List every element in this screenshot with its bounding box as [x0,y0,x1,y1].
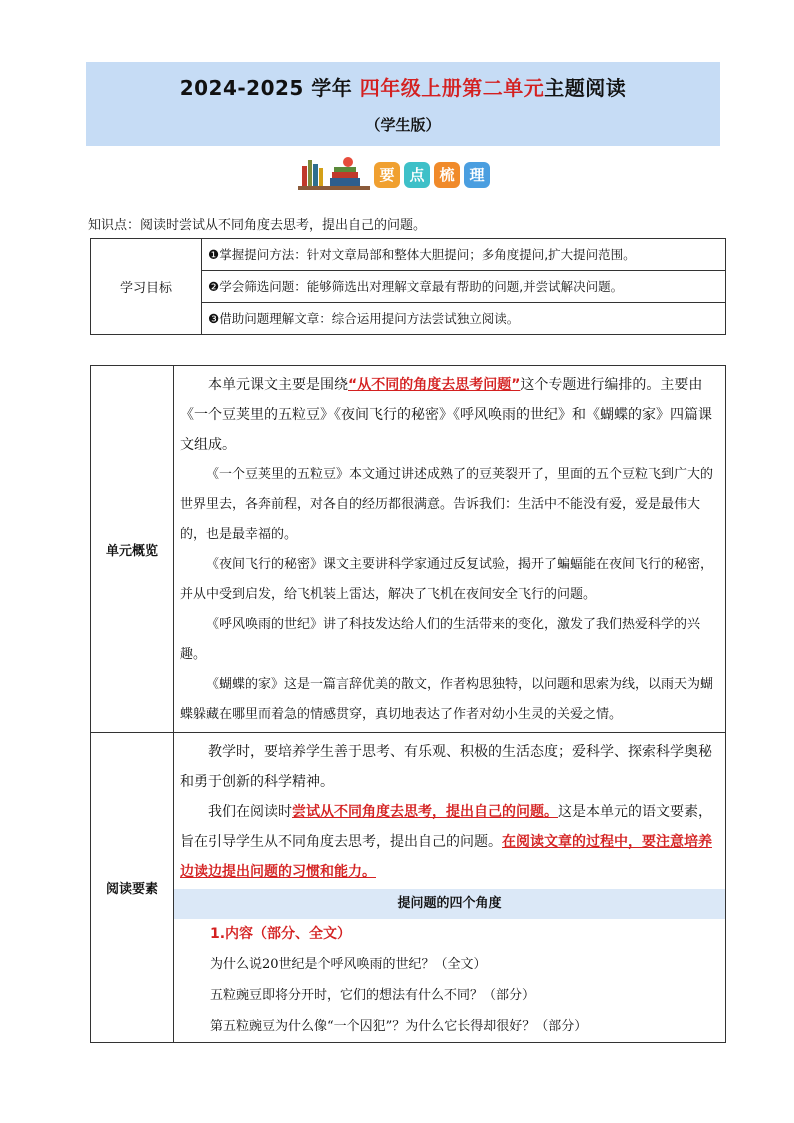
topic-highlight: “从不同的角度去思考问题” [348,377,521,393]
element-highlight: 尝试从不同角度去思考，提出自己的问题。 [292,804,558,820]
overview-para: 《呼风唤雨的世纪》讲了科技发达给人们的生活带来的变化，激发了我们热爱科学的兴趣。 [180,617,701,662]
goals-table [90,238,726,335]
goal-item: ❸借助问题理解文章：综合运用提问方法尝试独立阅读。 [202,303,726,335]
question-item: 为什么说20世纪是个呼风唤雨的世纪？（全文） [210,957,487,972]
tag-shu: 梳 [434,162,460,188]
title-grade: 四年级上册第二单元 [359,76,545,100]
angles-title: 提问题的四个角度 [174,889,725,919]
title-header [86,62,720,146]
elements-content [174,733,726,1043]
unit-table [90,365,726,1043]
title-year: 2024-2025 学年 [179,76,360,100]
overview-label: 单元概览 [91,366,174,733]
habit-highlight: 在阅读文章的过程中，要注意培养边读边提出问题的习惯和能力。 [180,834,712,880]
tag-dian: 点 [404,162,430,188]
question-item: 第五粒豌豆为什么像“一个囚犯”？为什么它长得却很好？（部分） [210,1019,588,1034]
tag-li: 理 [464,162,490,188]
overview-para: 《夜间飞行的秘密》课文主要讲科学家通过反复试验，揭开了蝙蝠能在夜间飞行的秘密，并从中受到启发，给飞机装上雷达，解决了飞机在夜间安全飞行的问题。 [180,557,714,602]
goal-item: ❶掌握提问方法：针对文章局部和整体大胆提问；多角度提问,扩大提问范围。 [202,239,726,271]
page-title [86,72,720,101]
section-banner [298,156,508,190]
knowledge-point: 知识点：阅读时尝试从不同角度去思考，提出自己的问题。 [88,218,427,233]
overview-para: 《一个豆荚里的五粒豆》本文通过讲述成熟了的豆荚裂开了，里面的五个豆粒飞到广大的世界里去，各奔前程，对各自的经历都很满意。告诉我们：生活中不能没有爱，爱是最伟大的，也是最幸福的。 [180,467,714,542]
overview-para: 《蝴蝶的家》这是一篇言辞优美的散文，作者构思独特，以问题和思索为线，以雨天为蝴蝶躲藏在哪里而着急的情感贯穿，真切地表达了作者对幼小生灵的关爱之情。 [180,677,714,722]
tag-yao: 要 [374,162,400,188]
goals-label: 学习目标 [91,239,202,335]
angle-heading: 1.内容（部分、全文） [210,926,352,942]
books-icon [298,156,370,190]
question-item: 五粒豌豆即将分开时，它们的想法有什么不同？（部分） [210,988,536,1003]
page-subtitle: （学生版） [365,116,441,134]
elements-para: 我们在阅读时尝试从不同角度去思考，提出自己的问题。这是本单元的语文要素，旨在引导学生从不同角度去思考，提出自己的问题。在阅读文章的过程中，要注意培养边读边提出问题的习惯和能力。 [180,804,712,880]
goal-item: ❷学会筛选问题：能够筛选出对理解文章最有帮助的问题,并尝试解决问题。 [202,271,726,303]
overview-intro: 本单元课文主要是围绕“从不同的角度去思考问题”这个专题进行编排的。主要由《一个豆荚里的五粒豆》《夜间飞行的秘密》《呼风唤雨的世纪》和《蝴蝶的家》四篇课文组成。 [180,377,712,453]
overview-content [174,366,726,733]
elements-para: 教学时，要培养学生善于思考、有乐观、积极的生活态度；爱科学、探索科学奥秘和勇于创新的科学精神。 [180,744,712,790]
elements-label: 阅读要素 [91,733,174,1043]
title-topic: 主题阅读 [544,76,627,100]
